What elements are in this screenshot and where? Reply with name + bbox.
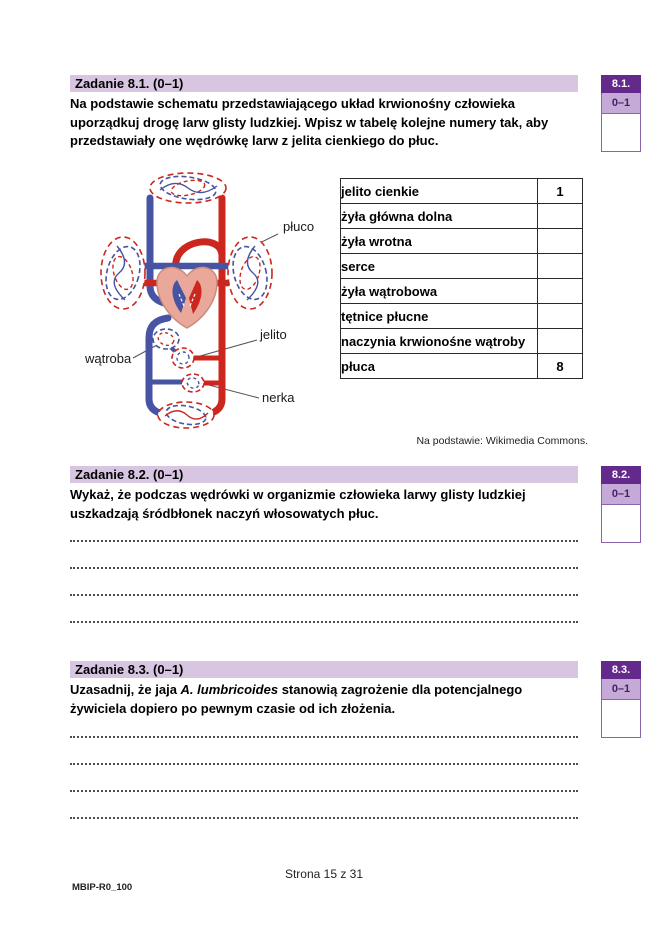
answer-line[interactable]	[70, 817, 578, 819]
task-8-2-header: Zadanie 8.2. (0–1)	[70, 466, 578, 483]
row-label: naczynia krwionośne wątroby	[341, 329, 538, 354]
answer-line[interactable]	[70, 540, 578, 542]
row-label: tętnice płucne	[341, 304, 538, 329]
left-lung-capillary-bed	[101, 237, 146, 309]
instruction-text: Uzasadnij, że jaja	[70, 682, 181, 697]
table-row	[341, 229, 583, 254]
instruction-text: stanowią zagrożenie dla potencjalnego żywiciela dopiero po pewnym czasie od ich złożenia.	[70, 682, 523, 716]
row-label: żyła główna dolna	[341, 204, 538, 229]
diagram-label-intestine: jelito	[260, 327, 287, 342]
task-8-3-instruction	[70, 681, 580, 718]
task-8-2-instruction: Wykaż, że podczas wędrówki w organizmie człowieka larwy glisty ludzkiej uszkadzają śródbłonek naczyń włosowatych płuc.	[70, 487, 526, 521]
liver-leader-line	[133, 345, 157, 358]
score-box-points: 0–1	[601, 484, 641, 505]
row-answer-cell[interactable]	[538, 279, 583, 304]
row-label: żyła wątrobowa	[341, 279, 538, 304]
row-answer-cell[interactable]	[538, 229, 583, 254]
diagram-label-lung: płuco	[283, 219, 315, 234]
score-box-8-3	[601, 661, 641, 738]
task-8-1-instruction: Na podstawie schematu przedstawiającego układ krwionośny człowieka uporządkuj drogę larw glisty ludzkiej. Wpisz w tabelę kolejne numery tak, aby przedstawiały one wędrówkę larw z jelita cienkiego do płuc.	[70, 96, 549, 148]
table-row	[341, 254, 583, 279]
exam-sheet-code: MBIP-R0_100	[72, 882, 133, 893]
row-answer-cell[interactable]	[538, 254, 583, 279]
task-8-1-header: Zadanie 8.1. (0–1)	[70, 75, 578, 92]
score-box-id: 8.2.	[601, 466, 641, 484]
row-label: płuca	[341, 354, 538, 379]
page-number: Strona 15 z 31	[284, 867, 364, 881]
answer-line[interactable]	[70, 736, 578, 738]
row-answer-cell[interactable]	[538, 329, 583, 354]
species-name-italic: A. lumbricoides	[180, 682, 279, 697]
row-answer-cell[interactable]: 1	[538, 179, 583, 204]
table-row	[341, 354, 583, 379]
source-attribution: Na podstawie: Wikimedia Commons.	[416, 435, 588, 447]
score-box-entry	[601, 114, 641, 152]
score-box-8-1	[601, 75, 641, 152]
score-box-points: 0–1	[601, 679, 641, 700]
row-label: jelito cienkie	[341, 179, 538, 204]
kidney-leader-line	[205, 384, 259, 398]
sequence-table	[340, 178, 583, 379]
row-answer-cell[interactable]: 8	[538, 354, 583, 379]
table-row	[341, 279, 583, 304]
score-box-id: 8.3.	[601, 661, 641, 679]
score-box-id: 8.1.	[601, 75, 641, 93]
score-box-8-2	[601, 466, 641, 543]
lower-body-capillary-bed	[158, 402, 214, 428]
answer-line[interactable]	[70, 567, 578, 569]
row-answer-cell[interactable]	[538, 204, 583, 229]
diagram-label-liver: wątroba	[85, 351, 132, 366]
table-row	[341, 304, 583, 329]
score-box-entry	[601, 700, 641, 738]
kidney-capillary-cluster	[182, 374, 204, 392]
diagram-label-kidney: nerka	[262, 390, 295, 405]
answer-line[interactable]	[70, 763, 578, 765]
answer-line[interactable]	[70, 790, 578, 792]
score-box-points: 0–1	[601, 93, 641, 114]
intestine-capillary-cluster	[172, 348, 194, 368]
right-lung-capillary-bed	[228, 237, 273, 309]
table-row	[341, 204, 583, 229]
row-answer-cell[interactable]	[538, 304, 583, 329]
score-box-entry	[601, 505, 641, 543]
answer-line[interactable]	[70, 594, 578, 596]
task-8-3-header: Zadanie 8.3. (0–1)	[70, 661, 578, 678]
row-label: serce	[341, 254, 538, 279]
row-label: żyła wrotna	[341, 229, 538, 254]
table-row	[341, 329, 583, 354]
answer-line[interactable]	[70, 621, 578, 623]
table-row	[341, 179, 583, 204]
liver-capillary-cluster	[153, 329, 179, 349]
head-capillary-bed	[150, 173, 226, 203]
